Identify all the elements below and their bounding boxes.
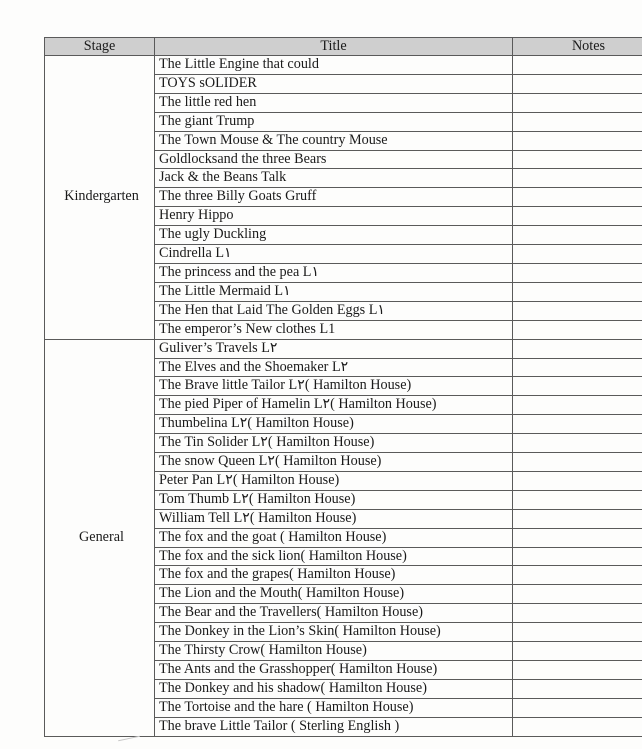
notes-header: Notes bbox=[513, 38, 642, 56]
notes-cell bbox=[513, 642, 642, 661]
title-cell: The Tin Solider L٢( Hamilton House) bbox=[155, 434, 513, 453]
title-cell: Thumbelina L٢( Hamilton House) bbox=[155, 415, 513, 434]
notes-cell bbox=[513, 623, 642, 642]
title-cell: The brave Little Tailor ( Sterling English ) bbox=[155, 717, 513, 736]
stage-cell: Kindergarten bbox=[45, 56, 155, 340]
title-cell: TOYS sOLIDER bbox=[155, 74, 513, 93]
title-cell: Guliver’s Travels L٢ bbox=[155, 339, 513, 358]
table-body bbox=[45, 56, 642, 737]
notes-cell bbox=[513, 415, 642, 434]
title-cell: The three Billy Goats Gruff bbox=[155, 188, 513, 207]
table-row bbox=[45, 56, 642, 75]
notes-cell bbox=[513, 112, 642, 131]
title-cell: The fox and the sick lion( Hamilton House) bbox=[155, 547, 513, 566]
stage-header: Stage bbox=[45, 38, 155, 56]
title-cell: Tom Thumb L٢( Hamilton House) bbox=[155, 490, 513, 509]
notes-cell bbox=[513, 74, 642, 93]
title-cell: The ugly Duckling bbox=[155, 226, 513, 245]
title-cell: The pied Piper of Hamelin L٢( Hamilton House) bbox=[155, 396, 513, 415]
title-cell: The princess and the pea L١ bbox=[155, 263, 513, 282]
notes-cell bbox=[513, 547, 642, 566]
notes-cell bbox=[513, 434, 642, 453]
title-cell: The Town Mouse & The country Mouse bbox=[155, 131, 513, 150]
reading-list-table bbox=[44, 37, 642, 737]
notes-cell bbox=[513, 509, 642, 528]
title-cell: Jack & the Beans Talk bbox=[155, 169, 513, 188]
title-cell: Goldlocksand the three Bears bbox=[155, 150, 513, 169]
notes-cell bbox=[513, 661, 642, 680]
table-row bbox=[45, 339, 642, 358]
notes-cell bbox=[513, 698, 642, 717]
title-cell: The fox and the grapes( Hamilton House) bbox=[155, 566, 513, 585]
title-header: Title bbox=[155, 38, 513, 56]
title-cell: The Little Mermaid L١ bbox=[155, 282, 513, 301]
title-cell: The Elves and the Shoemaker L٢ bbox=[155, 358, 513, 377]
title-cell: The fox and the goat ( Hamilton House) bbox=[155, 528, 513, 547]
notes-cell bbox=[513, 604, 642, 623]
notes-cell bbox=[513, 566, 642, 585]
title-cell: Cindrella L١ bbox=[155, 245, 513, 264]
notes-cell bbox=[513, 188, 642, 207]
notes-cell bbox=[513, 131, 642, 150]
notes-cell bbox=[513, 377, 642, 396]
title-cell: Peter Pan L٢( Hamilton House) bbox=[155, 471, 513, 490]
notes-cell bbox=[513, 679, 642, 698]
notes-cell bbox=[513, 358, 642, 377]
notes-cell bbox=[513, 585, 642, 604]
notes-cell bbox=[513, 717, 642, 736]
notes-cell bbox=[513, 396, 642, 415]
title-cell: The Donkey and his shadow( Hamilton House) bbox=[155, 679, 513, 698]
title-cell: The Donkey in the Lion’s Skin( Hamilton House) bbox=[155, 623, 513, 642]
notes-cell bbox=[513, 339, 642, 358]
notes-cell bbox=[513, 169, 642, 188]
notes-cell bbox=[513, 490, 642, 509]
notes-cell bbox=[513, 56, 642, 75]
title-cell: The emperor’s New clothes L1 bbox=[155, 320, 513, 339]
notes-cell bbox=[513, 320, 642, 339]
header-row bbox=[45, 38, 642, 56]
notes-cell bbox=[513, 245, 642, 264]
notes-cell bbox=[513, 150, 642, 169]
notes-cell bbox=[513, 528, 642, 547]
title-cell: The little red hen bbox=[155, 93, 513, 112]
title-cell: The snow Queen L٢( Hamilton House) bbox=[155, 453, 513, 472]
title-cell: The Ants and the Grasshopper( Hamilton House) bbox=[155, 661, 513, 680]
notes-cell bbox=[513, 263, 642, 282]
title-cell: The Lion and the Mouth( Hamilton House) bbox=[155, 585, 513, 604]
title-cell: The Brave little Tailor L٢( Hamilton House) bbox=[155, 377, 513, 396]
notes-cell bbox=[513, 453, 642, 472]
stage-cell: General bbox=[45, 339, 155, 736]
notes-cell bbox=[513, 282, 642, 301]
title-cell: The Hen that Laid The Golden Eggs L١ bbox=[155, 301, 513, 320]
notes-cell bbox=[513, 471, 642, 490]
title-cell: The Tortoise and the hare ( Hamilton House) bbox=[155, 698, 513, 717]
notes-cell bbox=[513, 301, 642, 320]
title-cell: William Tell L٢( Hamilton House) bbox=[155, 509, 513, 528]
notes-cell bbox=[513, 226, 642, 245]
title-cell: The Thirsty Crow( Hamilton House) bbox=[155, 642, 513, 661]
title-cell: The Little Engine that could bbox=[155, 56, 513, 75]
notes-cell bbox=[513, 207, 642, 226]
title-cell: The giant Trump bbox=[155, 112, 513, 131]
notes-cell bbox=[513, 93, 642, 112]
title-cell: Henry Hippo bbox=[155, 207, 513, 226]
title-cell: The Bear and the Travellers( Hamilton House) bbox=[155, 604, 513, 623]
